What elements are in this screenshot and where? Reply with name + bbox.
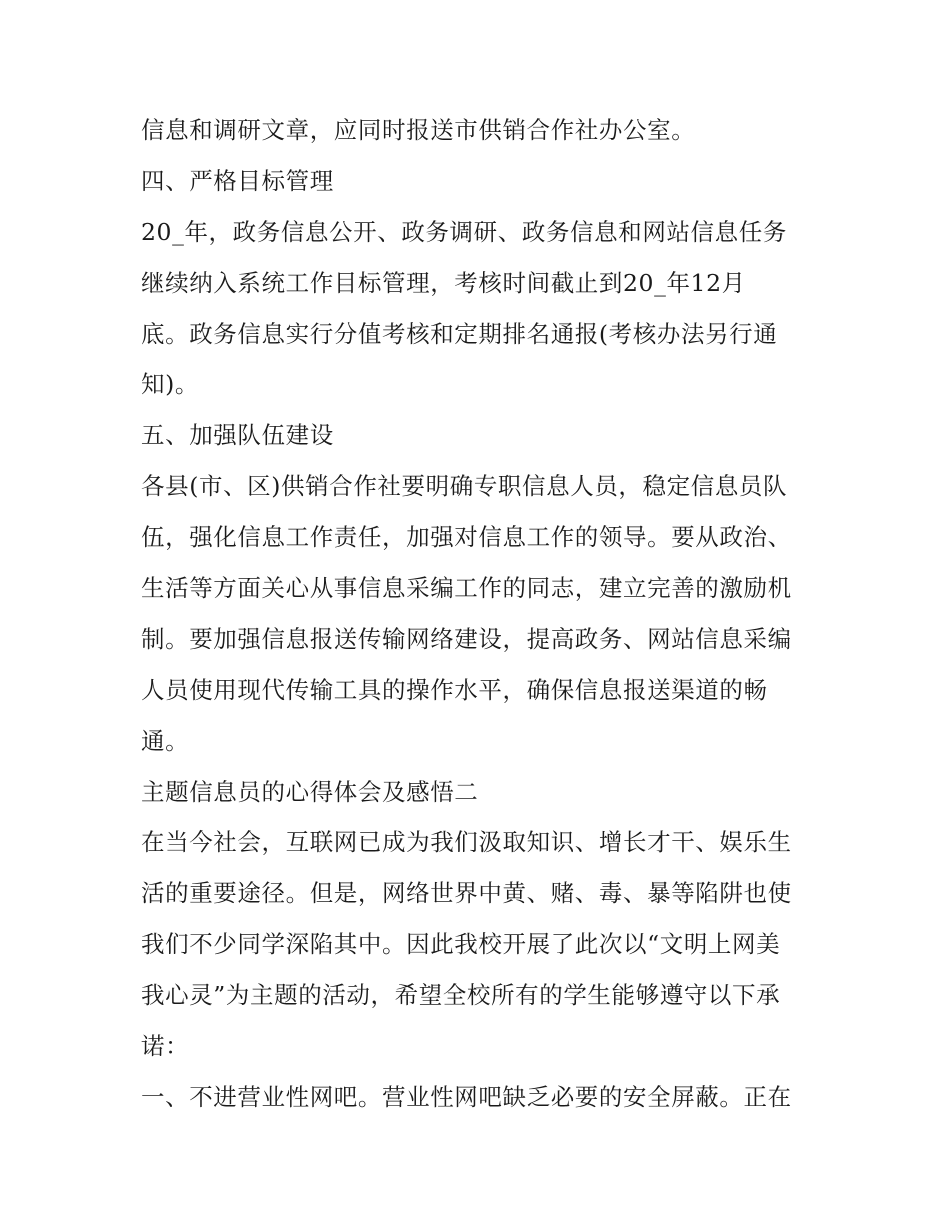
paragraph-line: 活的重要途径。但是，网络世界中黄、赌、毒、暴等陷阱也使	[141, 879, 792, 908]
paragraph-line: 制。要加强信息报送传输网络建设，提高政务、网站信息采编	[141, 624, 792, 653]
paragraph-line: 诺：	[141, 1032, 190, 1061]
paragraph-line: 信息和调研文章，应同时报送市供销合作社办公室。	[141, 116, 696, 144]
paragraph-line: 通。	[141, 726, 190, 755]
paragraph-line: 我心灵”为主题的活动，希望全校所有的学生能够遵守以下承	[141, 981, 781, 1010]
paragraph-line: 我们不少同学深陷其中。因此我校开展了此次以“文明上网美	[141, 930, 781, 959]
article-title: 主题信息员的心得体会及感悟二	[141, 777, 479, 806]
section-heading: 五、加强队伍建设	[141, 421, 334, 450]
paragraph-line: 知)。	[141, 370, 199, 399]
paragraph-line: 伍，强化信息工作责任，加强对信息工作的领导。要从政治、	[141, 523, 792, 552]
paragraph-line: 生活等方面关心从事信息采编工作的同志，建立完善的激励机	[141, 574, 792, 603]
paragraph-line: 底。政务信息实行分值考核和定期排名通报(考核办法另行通	[141, 319, 778, 348]
paragraph-line: 20_年，政务信息公开、政务调研、政务信息和网站信息任务	[141, 217, 787, 246]
document-body	[141, 105, 821, 1123]
paragraph-line: 各县(市、区)供销合作社要明确专职信息人员，稳定信息员队	[141, 472, 788, 501]
section-heading: 四、严格目标管理	[141, 166, 334, 195]
paragraph-line: 人员使用现代传输工具的操作水平，确保信息报送渠道的畅	[141, 675, 768, 704]
paragraph-line: 在当今社会，互联网已成为我们汲取知识、增长才干、娱乐生	[141, 828, 792, 857]
paragraph-line: 继续纳入系统工作目标管理，考核时间截止到20_年12月	[141, 268, 746, 297]
paragraph-line: 一、不进营业性网吧。营业性网吧缺乏必要的安全屏蔽。正在	[141, 1082, 792, 1111]
